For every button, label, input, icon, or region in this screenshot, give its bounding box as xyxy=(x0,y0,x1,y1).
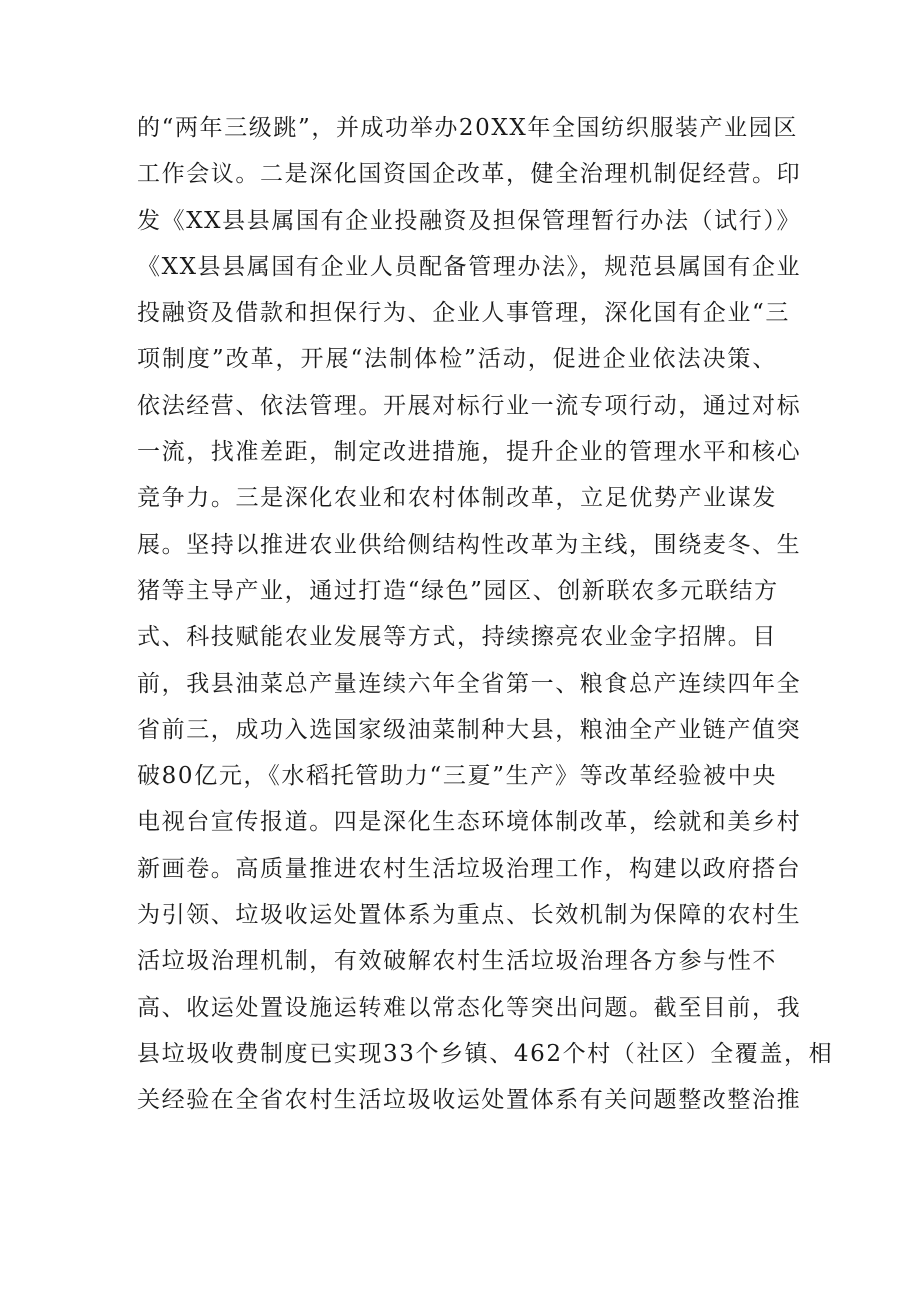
text-line: 工作会议。二是深化国资国企改革，健全治理机制促经营。印 xyxy=(137,161,802,188)
text-line: 县垃圾收费制度已实现33个乡镇、462个村（社区）全覆盖，相 xyxy=(137,1040,834,1067)
body-text xyxy=(137,105,834,1124)
text-line: 竞争力。三是深化农业和农村体制改革，立足优势产业谋发 xyxy=(137,485,777,512)
text-line: 《XX县县属国有企业人员配备管理办法》，规范县属国有企业 xyxy=(137,253,802,280)
text-line: 式、科技赋能农业发展等方式，持续擦亮农业金字招牌。目 xyxy=(137,624,777,651)
text-line: 项制度”改革，开展“法制体检”活动，促进企业依法决策、 xyxy=(137,346,777,373)
text-line: 的“两年三级跳”，并成功举办20XX年全国纺织服装产业园区 xyxy=(137,115,798,141)
text-line: 一流，找准差距，制定改进措施，提升企业的管理水平和核心 xyxy=(137,439,802,466)
text-line: 发《XX县县属国有企业投融资及担保管理暂行办法（试行）》 xyxy=(137,207,802,234)
text-line: 电视台宣传报道。四是深化生态环境体制改革，绘就和美乡村 xyxy=(137,809,802,836)
text-line: 前，我县油菜总产量连续六年全省第一、粮食总产连续四年全 xyxy=(137,670,802,697)
text-line: 展。坚持以推进农业供给侧结构性改革为主线，围绕麦冬、生 xyxy=(137,531,802,558)
text-line: 关经验在全省农村生活垃圾收运处置体系有关问题整改整治推 xyxy=(137,1087,802,1114)
text-line: 为引领、垃圾收运处置体系为重点、长效机制为保障的农村生 xyxy=(137,902,802,929)
text-line: 投融资及借款和担保行为、企业人事管理，深化国有企业“三 xyxy=(137,300,790,327)
text-line: 猪等主导产业，通过打造“绿色”园区、创新联农多元联结方 xyxy=(137,577,779,604)
text-line: 省前三，成功入选国家级油菜制种大县，粮油全产业链产值突 xyxy=(137,716,802,743)
text-line: 高、收运处置设施运转难以常态化等突出问题。截至目前，我 xyxy=(137,994,802,1021)
text-line: 破80亿元，《水稻托管助力“三夏”生产》等改革经验被中央 xyxy=(137,763,777,790)
text-line: 新画卷。高质量推进农村生活垃圾治理工作，构建以政府搭台 xyxy=(137,855,802,882)
text-line: 依法经营、依法管理。开展对标行业一流专项行动，通过对标 xyxy=(137,392,802,419)
text-line: 活垃圾治理机制，有效破解农村生活垃圾治理各方参与性不 xyxy=(137,948,777,975)
